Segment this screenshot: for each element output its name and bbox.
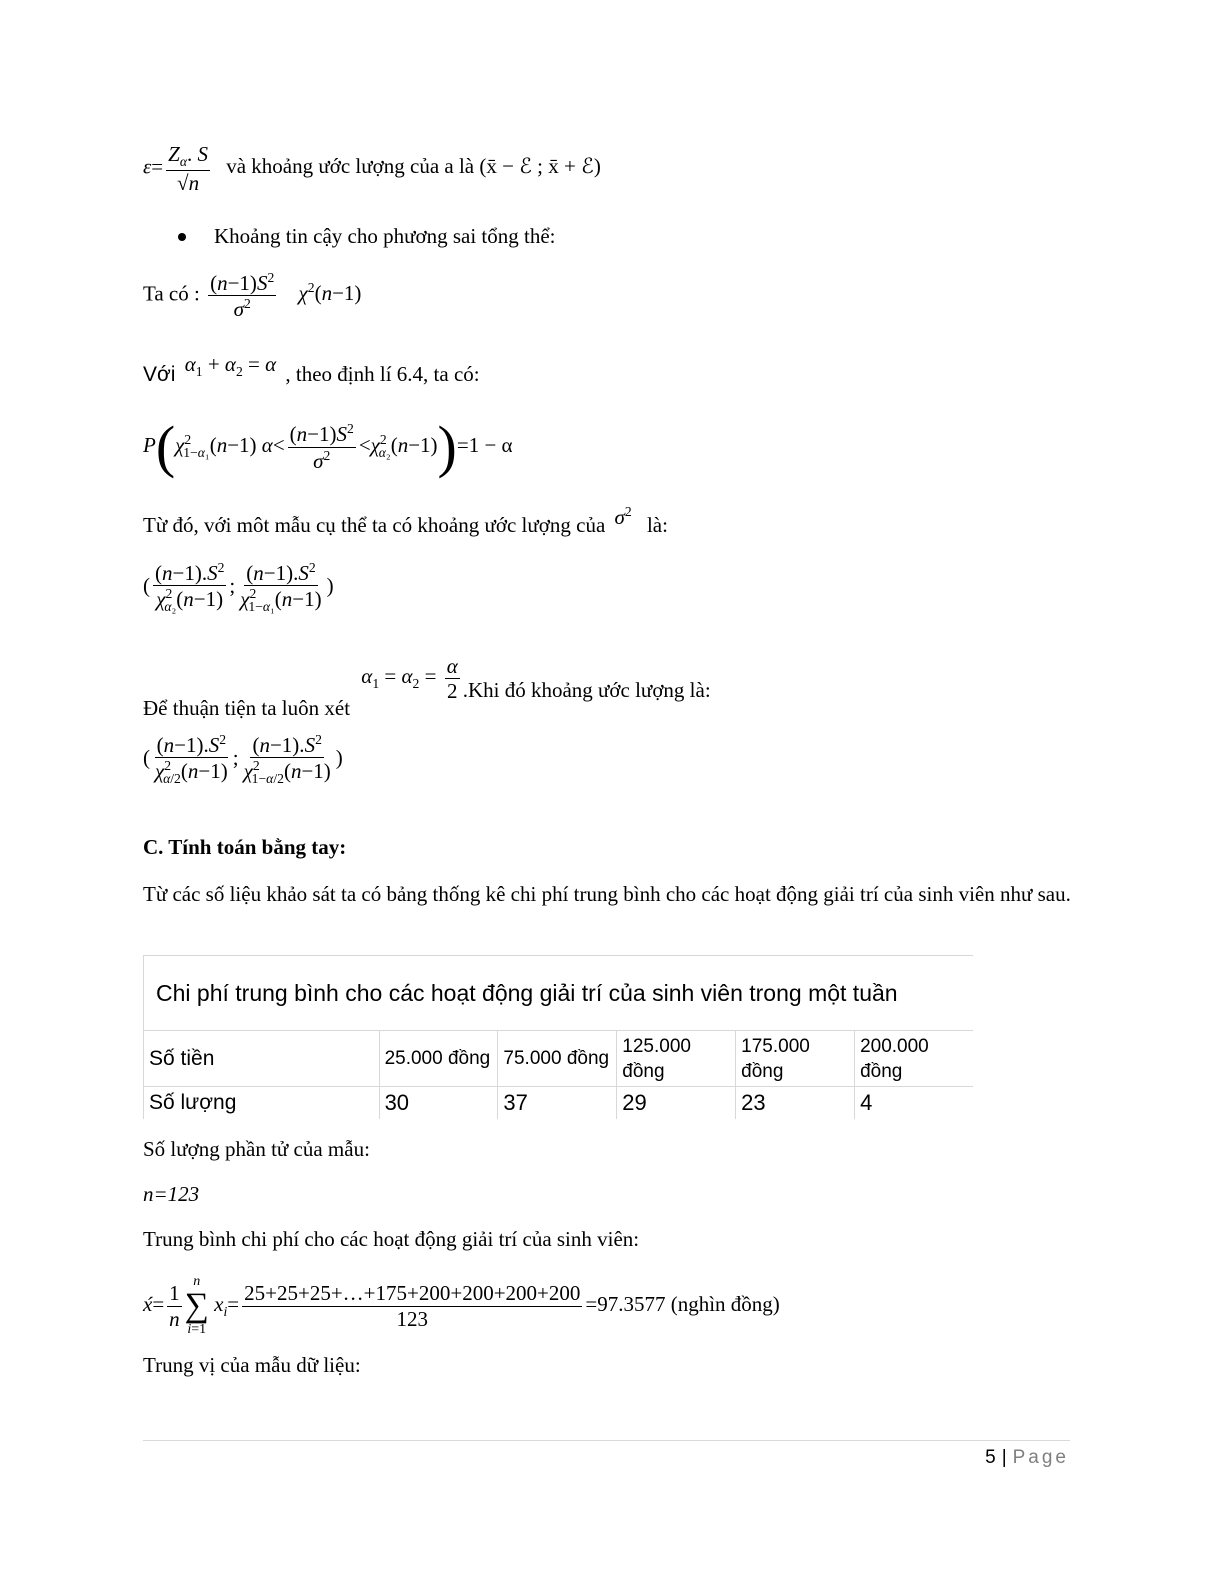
voi-line: Với $\alpha_1 + \alpha_2 = \alpha$ , theo định lí 6.4, ta có: <box>143 352 480 386</box>
ta-co-label: Ta có : <box>143 281 200 306</box>
row-label-count: Số lượng <box>144 1087 380 1119</box>
table-cell: 30 <box>379 1087 498 1119</box>
theo-dinh-li-text: , theo định lí 6.4, ta có: <box>285 362 480 386</box>
table-cell: 29 <box>617 1087 736 1119</box>
table-cell: 75.000 đồng <box>498 1031 617 1087</box>
tu-do-line: Từ đó, với môt mẫu cụ thể ta có khoảng ước lượng của $\sigma^2$ là: <box>143 504 668 537</box>
bullet-text: Khoảng tin cậy cho phương sai tổng thể: <box>214 224 556 248</box>
mean-result: =97.3577 (nghìn đồng) <box>585 1291 780 1316</box>
mean-numerator: 25+25+25+…+175+200+200+200+200 <box>244 1281 581 1306</box>
interval-formula-2: ( $\frac{(n-1).S^2}{\chi^2_{\alpha/2}(n-1)}$ ; $\frac{(n-1).S^2}{\chi^2_{1-\alpha/2}(n-1)}$ ) <box>143 732 343 787</box>
table-cell: 125.000 đồng <box>617 1031 736 1087</box>
table-cell: 4 <box>855 1087 973 1119</box>
interval-formula-1: ( $\frac{(n-1).S^2}{\chi^2_{\alpha_2}(n-1)}$ ; $\frac{(n-1).S^2}{\chi^2_{1-\alpha_1}(n-1)}$ ) <box>143 560 334 615</box>
page-number: 5 <box>985 1447 996 1468</box>
table-cell: 23 <box>736 1087 855 1119</box>
mean-denominator: 123 <box>396 1306 429 1331</box>
khi-do-text: .Khi đó khoảng ước lượng là: <box>462 678 711 703</box>
table-cell: 37 <box>498 1087 617 1119</box>
mean-formula: x́= $\frac{1}{n}$ n ∑ i=1 $x_i=$ $\frac{25+25+25+\dots+175+200+200+200+200}{123}$ =97.3577 (nghìn đồng) <box>143 1274 780 1337</box>
table-cell: 25.000 đồng <box>379 1031 498 1087</box>
mean-label: Trung bình chi phí cho các hoạt động giải trí của sinh viên: <box>143 1227 640 1251</box>
expense-table <box>143 955 973 1119</box>
probability-formula: $P(\chi^2_{1-\alpha_1}(n-1)$ α< $\frac{(n-1)S^2}{\sigma^2}$ $<\chi^2_{\alpha_2}(n-1))=1 - \alpha$ <box>143 414 513 479</box>
de-thuan-tien-line: Để thuận tiện ta luôn xét $\alpha_1 = \alpha_2$ = $\frac{\alpha}{2}$ .Khi đó khoảng ước lượng là: <box>143 654 711 721</box>
footer-divider <box>143 1440 1070 1441</box>
epsilon-text: và khoảng ước lượng của a là (x̄ − ℰ ; x̄ + ℰ) <box>226 154 601 179</box>
ta-co-formula: Ta có : $\frac{(n-1)S^2}{\sigma^2}$ $\chi^2(n-1)$ <box>143 270 362 322</box>
intro-paragraph: Từ các số liệu khảo sát ta có bảng thống kê chi phí trung bình cho các hoạt động giải trí của sinh viên như sau. <box>143 882 1071 906</box>
voi-label: Với <box>143 363 176 386</box>
page-word: Page <box>1012 1447 1069 1468</box>
row-label-amount: Số tiền <box>144 1031 380 1087</box>
section-heading: C. Tính toán bằng tay: <box>143 835 347 859</box>
probability-rhs: =1 − α <box>456 432 513 457</box>
la-text: là: <box>646 513 668 537</box>
table-cell: 200.000 đồng <box>855 1031 973 1087</box>
table-cell: 175.000 đồng <box>736 1031 855 1087</box>
de-thuan-tien-text: Để thuận tiện ta luôn xét <box>143 696 351 721</box>
bullet-icon <box>178 233 186 241</box>
epsilon-formula: ε= $\frac{Z_\alpha. S}{√n}$ và khoảng ước lượng của a là (x̄ − ℰ ; x̄ + ℰ) <box>143 142 601 195</box>
table-caption: Chi phí trung bình cho các hoạt động giải trí của sinh viên trong một tuần <box>144 956 974 1031</box>
page-footer: 5 | Page <box>985 1447 1069 1468</box>
sample-size-eq: n=123 <box>143 1182 200 1206</box>
sample-size-label: Số lượng phần tử của mẫu: <box>143 1137 370 1161</box>
tu-do-text: Từ đó, với môt mẫu cụ thể ta có khoảng ước lượng của <box>143 513 606 537</box>
median-label: Trung vị của mẫu dữ liệu: <box>143 1353 361 1377</box>
